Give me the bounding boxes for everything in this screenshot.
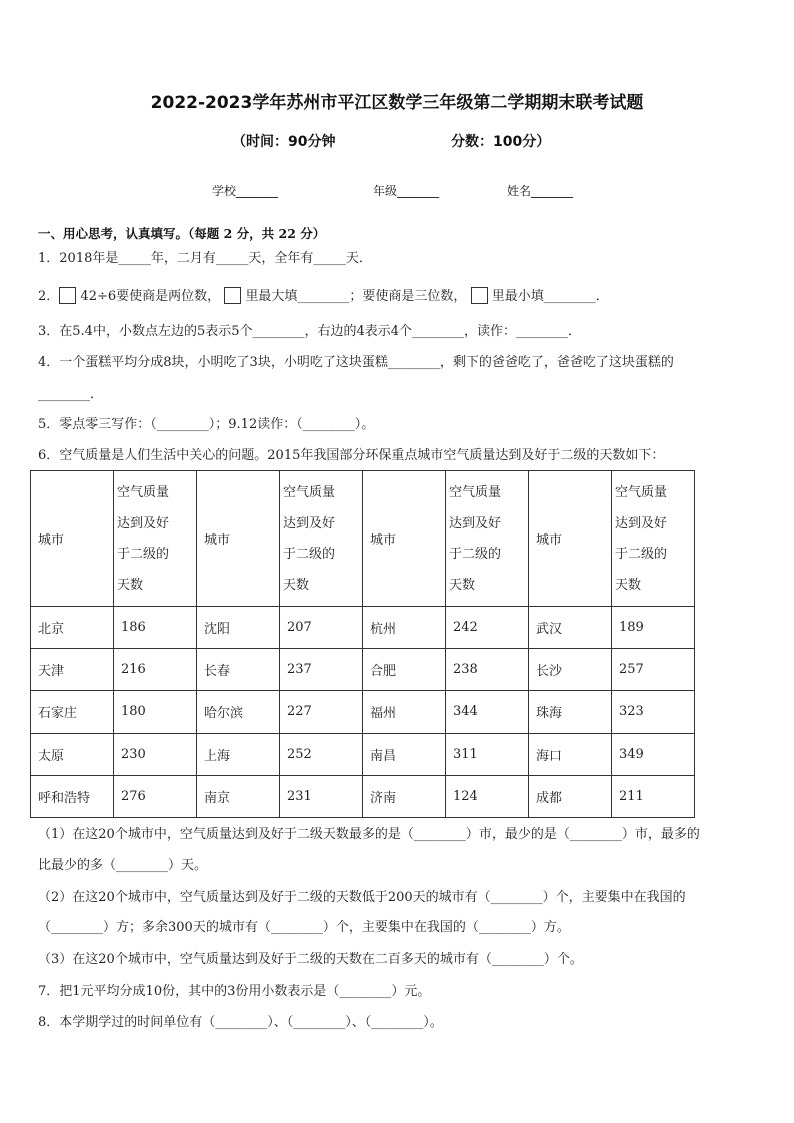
question-2-number: 2．: [38, 289, 60, 304]
days-cell: 124: [446, 775, 529, 817]
city-cell: 长春: [197, 649, 280, 691]
days-cell: 230: [114, 733, 197, 775]
question-6-3: （3）在这20个城市中，空气质量达到及好于二级的天数在二百多天的城市有（________）个。: [38, 952, 583, 967]
city-cell: 合肥: [363, 649, 446, 691]
grade-field[interactable]: 年级_______: [373, 184, 440, 198]
question-5: 5．零点零三写作：（________）；9.12读作：（________）。: [38, 417, 375, 432]
question-6-1-line-2: 比最少的多（________）天。: [38, 858, 208, 873]
blank-box[interactable]: [471, 287, 488, 304]
air-quality-table: [30, 470, 695, 818]
header-days: 空气质量 达到及好 于二级的 天数: [612, 471, 695, 607]
blank-box[interactable]: [224, 287, 241, 304]
question-6-2-line-2: （________）方；多余300天的城市有（________）个，主要集中在我国的（________）方。: [38, 920, 570, 935]
city-cell: 海口: [529, 733, 612, 775]
days-cell: 216: [114, 649, 197, 691]
city-cell: 南昌: [363, 733, 446, 775]
city-cell: 济南: [363, 775, 446, 817]
question-6-2-line-1: （2）在这20个城市中，空气质量达到及好于二级的天数低于200天的城市有（________）个，主要集中在我国的: [38, 890, 686, 905]
days-cell: 231: [280, 775, 363, 817]
table-header-row: [31, 471, 695, 607]
question-8: 8．本学期学过的时间单位有（________）、（________）、（________）。: [38, 1015, 443, 1030]
days-cell: 186: [114, 607, 197, 649]
table-row: [31, 607, 695, 649]
days-cell: 276: [114, 775, 197, 817]
city-cell: 北京: [31, 607, 114, 649]
city-cell: 哈尔滨: [197, 691, 280, 733]
city-cell: 珠海: [529, 691, 612, 733]
question-4-line-1: 4．一个蛋糕平均分成8块，小明吃了3块，小明吃了这块蛋糕________，剩下的爸爸吃了，爸爸吃了这块蛋糕的: [38, 355, 674, 370]
table-row: [31, 775, 695, 817]
city-cell: 武汉: [529, 607, 612, 649]
days-cell: 323: [612, 691, 695, 733]
header-city: 城市: [529, 471, 612, 607]
header-days: 空气质量 达到及好 于二级的 天数: [280, 471, 363, 607]
question-2-part-a: 42÷6要使商是两位数，: [80, 289, 221, 304]
question-1: 1．2018年是_____年，二月有_____天，全年有_____天．: [38, 251, 372, 266]
question-4-line-2: ________．: [38, 387, 104, 402]
exam-time: （时间：90分钟: [232, 134, 336, 150]
table-row: [31, 733, 695, 775]
city-cell: 南京: [197, 775, 280, 817]
days-cell: 344: [446, 691, 529, 733]
city-cell: 上海: [197, 733, 280, 775]
question-6-1-line-1: （1）在这20个城市中，空气质量达到及好于二级天数最多的是（________）市，最少的是（________）市，最多的: [38, 827, 700, 842]
city-cell: 太原: [31, 733, 114, 775]
question-6: 6．空气质量是人们生活中关心的问题。2015年我国部分环保重点城市空气质量达到及好于二级的天数如下：: [38, 448, 665, 463]
name-field[interactable]: 姓名_______: [507, 184, 574, 198]
city-cell: 福州: [363, 691, 446, 733]
days-cell: 207: [280, 607, 363, 649]
days-cell: 238: [446, 649, 529, 691]
city-cell: 石家庄: [31, 691, 114, 733]
city-cell: 沈阳: [197, 607, 280, 649]
question-7: 7．把1元平均分成10份，其中的3份用小数表示是（________）元。: [38, 984, 431, 999]
days-cell: 257: [612, 649, 695, 691]
question-2-part-b: 里最大填________；要使商是三位数，: [245, 289, 467, 304]
blank-box[interactable]: [59, 287, 76, 304]
days-cell: 180: [114, 691, 197, 733]
days-cell: 252: [280, 733, 363, 775]
city-cell: 长沙: [529, 649, 612, 691]
question-2-part-c: 里最小填________．: [491, 289, 609, 304]
days-cell: 211: [612, 775, 695, 817]
table-row: [31, 691, 695, 733]
school-field[interactable]: 学校_______: [212, 184, 279, 198]
section-heading: 一、用心思考，认真填写。（每题 2 分，共 22 分）: [38, 226, 326, 241]
days-cell: 311: [446, 733, 529, 775]
days-cell: 237: [280, 649, 363, 691]
table-row: [31, 649, 695, 691]
city-cell: 呼和浩特: [31, 775, 114, 817]
page-title: 2022-2023学年苏州市平江区数学三年级第二学期期末联考试题: [150, 93, 644, 113]
header-city: 城市: [363, 471, 446, 607]
header-days: 空气质量 达到及好 于二级的 天数: [446, 471, 529, 607]
exam-score: 分数：100分）: [451, 134, 551, 150]
city-cell: 杭州: [363, 607, 446, 649]
city-cell: 天津: [31, 649, 114, 691]
days-cell: 189: [612, 607, 695, 649]
days-cell: 227: [280, 691, 363, 733]
question-3: 3．在5.4中，小数点左边的5表示5个________，右边的4表示4个________，读作：________．: [38, 324, 582, 339]
city-cell: 成都: [529, 775, 612, 817]
header-days: 空气质量 达到及好 于二级的 天数: [114, 471, 197, 607]
days-cell: 242: [446, 607, 529, 649]
days-cell: 349: [612, 733, 695, 775]
header-city: 城市: [31, 471, 114, 607]
header-city: 城市: [197, 471, 280, 607]
question-2: [38, 287, 609, 305]
